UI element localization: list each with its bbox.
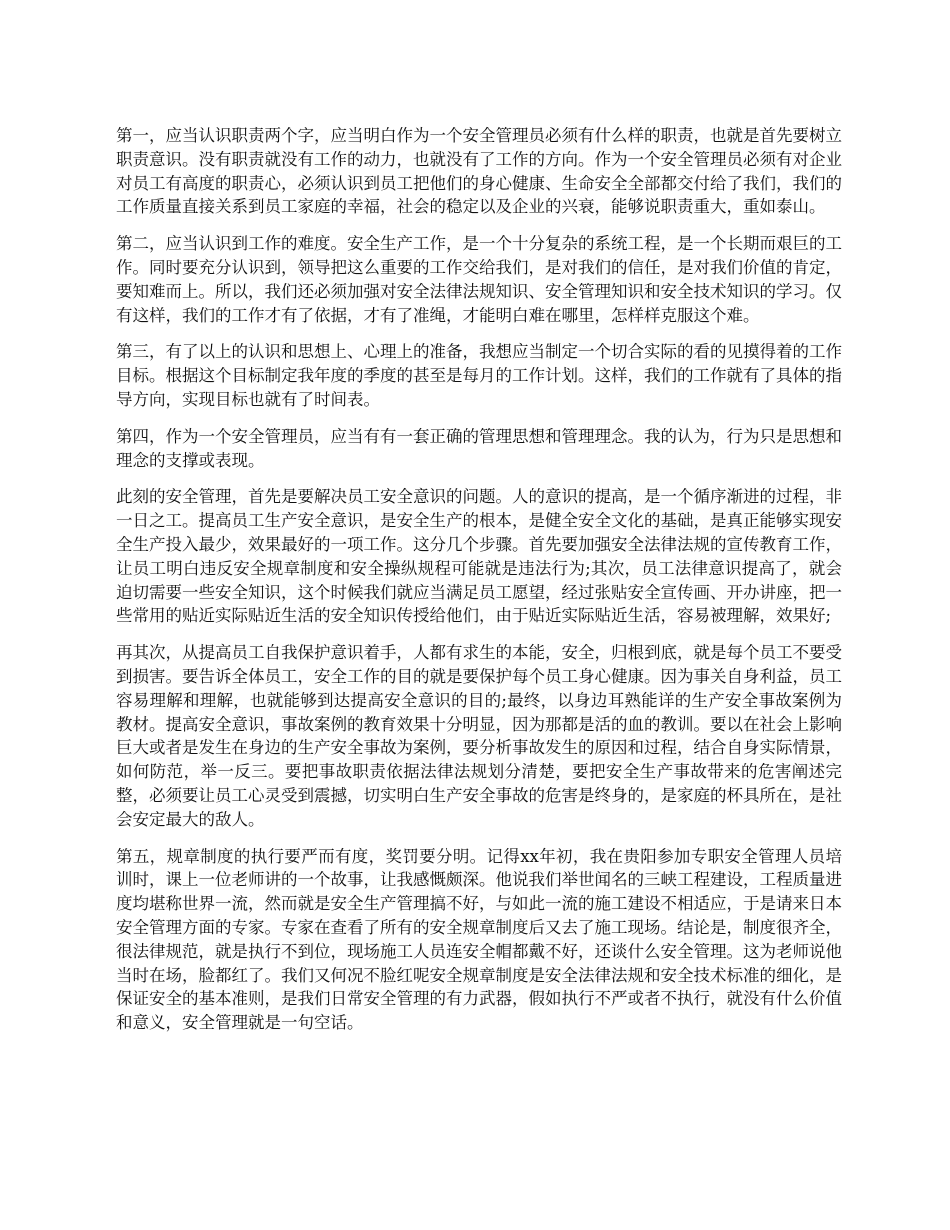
paragraph-fifth: 第五，规章制度的执行要严而有度，奖罚要分明。记得xx年初，我在贵阳参加专职安全管理人员培训时，课上一位老师讲的一个故事，让我感慨颇深。他说我们举世闻名的三峡工程建设，工程质量进度均堪称世界一流，然而就是安全生产管理搞不好，与如此一流的施工建设不相适应，于是请来日本安全管理方面的专家。专家在查看了所有的安全规章制度后又去了施工现场。结论是，制度很齐全，很法律规范，就是执行不到位，现场施工人员连安全帽都戴不好，还谈什么安全管理。这为老师说他当时在场，脸都红了。我们又何况不脸红呢安全规章制度是安全法律法规和安全技术标准的细化，是保证安全的基本准则，是我们日常安全管理的有力武器，假如执行不严或者不执行，就没有什么价值和意义，安全管理就是一句空话。 [116,846,842,1033]
paragraph-second: 第二，应当认识到工作的难度。安全生产工作，是一个十分复杂的系统工程，是一个长期而艰巨的工作。同时要充分认识到，领导把这么重要的工作交给我们，是对我们的信任，是对我们价值的肯定，要知难而上。所以，我们还必须加强对安全法律法规知识、安全管理知识和安全技术知识的学习。仅有这样，我们的工作才有了依据，才有了准绳，才能明白难在哪里，怎样样克服这个难。 [116,234,842,325]
paragraph-third: 第三，有了以上的认识和思想上、心理上的准备，我想应当制定一个切合实际的看的见摸得着的工作目标。根据这个目标制定我年度的季度的甚至是每月的工作计划。这样，我们的工作就有了具体的指导方向，实现目标也就有了时间表。 [116,342,842,409]
document-page [116,124,842,1048]
paragraph-current-management: 此刻的安全管理，首先是要解决员工安全意识的问题。人的意识的提高，是一个循序渐进的过程，非一日之工。提高员工生产安全意识，是安全生产的根本，是健全安全文化的基础，是真正能够实现安全生产投入最少，效果最好的一项工作。这分几个步骤。首先要加强安全法律法规的宣传教育工作，让员工明白违反安全规章制度和安全操纵规程可能就是违法行为;其次，员工法律意识提高了，就会迫切需要一些安全知识，这个时候我们就应当满足员工愿望，经过张贴安全宣传画、开办讲座，把一些常用的贴近实际贴近生活的安全知识传授给他们，由于贴近实际贴近生活，容易被理解，效果好; [116,487,842,626]
paragraph-fourth: 第四，作为一个安全管理员，应当有有一套正确的管理思想和管理理念。我的认为，行为只是思想和理念的支撑或表现。 [116,426,842,470]
paragraph-self-protection: 再其次，从提高员工自我保护意识着手，人都有求生的本能，安全，归根到底，就是每个员工不要受到损害。要告诉全体员工，安全工作的目的就是要保护每个员工身心健康。因为事关自身利益，员工容易理解和理解，也就能够到达提高安全意识的目的;最终，以身边耳熟能详的生产安全事故案例为教材。提高安全意识，事故案例的教育效果十分明显，因为那都是活的血的教训。要以在社会上影响巨大或者是发生在身边的生产安全事故为案例，要分析事故发生的原因和过程，结合自身实际情景，如何防范，举一反三。要把事故职责依据法律法规划分清楚，要把安全生产事故带来的危害阐述完整，必须要让员工心灵受到震撼，切实明白生产安全事故的危害是终身的，是家庭的杯具所在，是社会安定最大的敌人。 [116,643,842,829]
paragraph-first: 第一，应当认识职责两个字，应当明白作为一个安全管理员必须有什么样的职责，也就是首先要树立职责意识。没有职责就没有工作的动力，也就没有了工作的方向。作为一个安全管理员必须有对企业对员工有高度的职责心，必须认识到员工把他们的身心健康、生命安全全部都交付给了我们，我们的工作质量直接关系到员工家庭的幸福，社会的稳定以及企业的兴衰，能够说职责重大，重如泰山。 [116,126,842,217]
